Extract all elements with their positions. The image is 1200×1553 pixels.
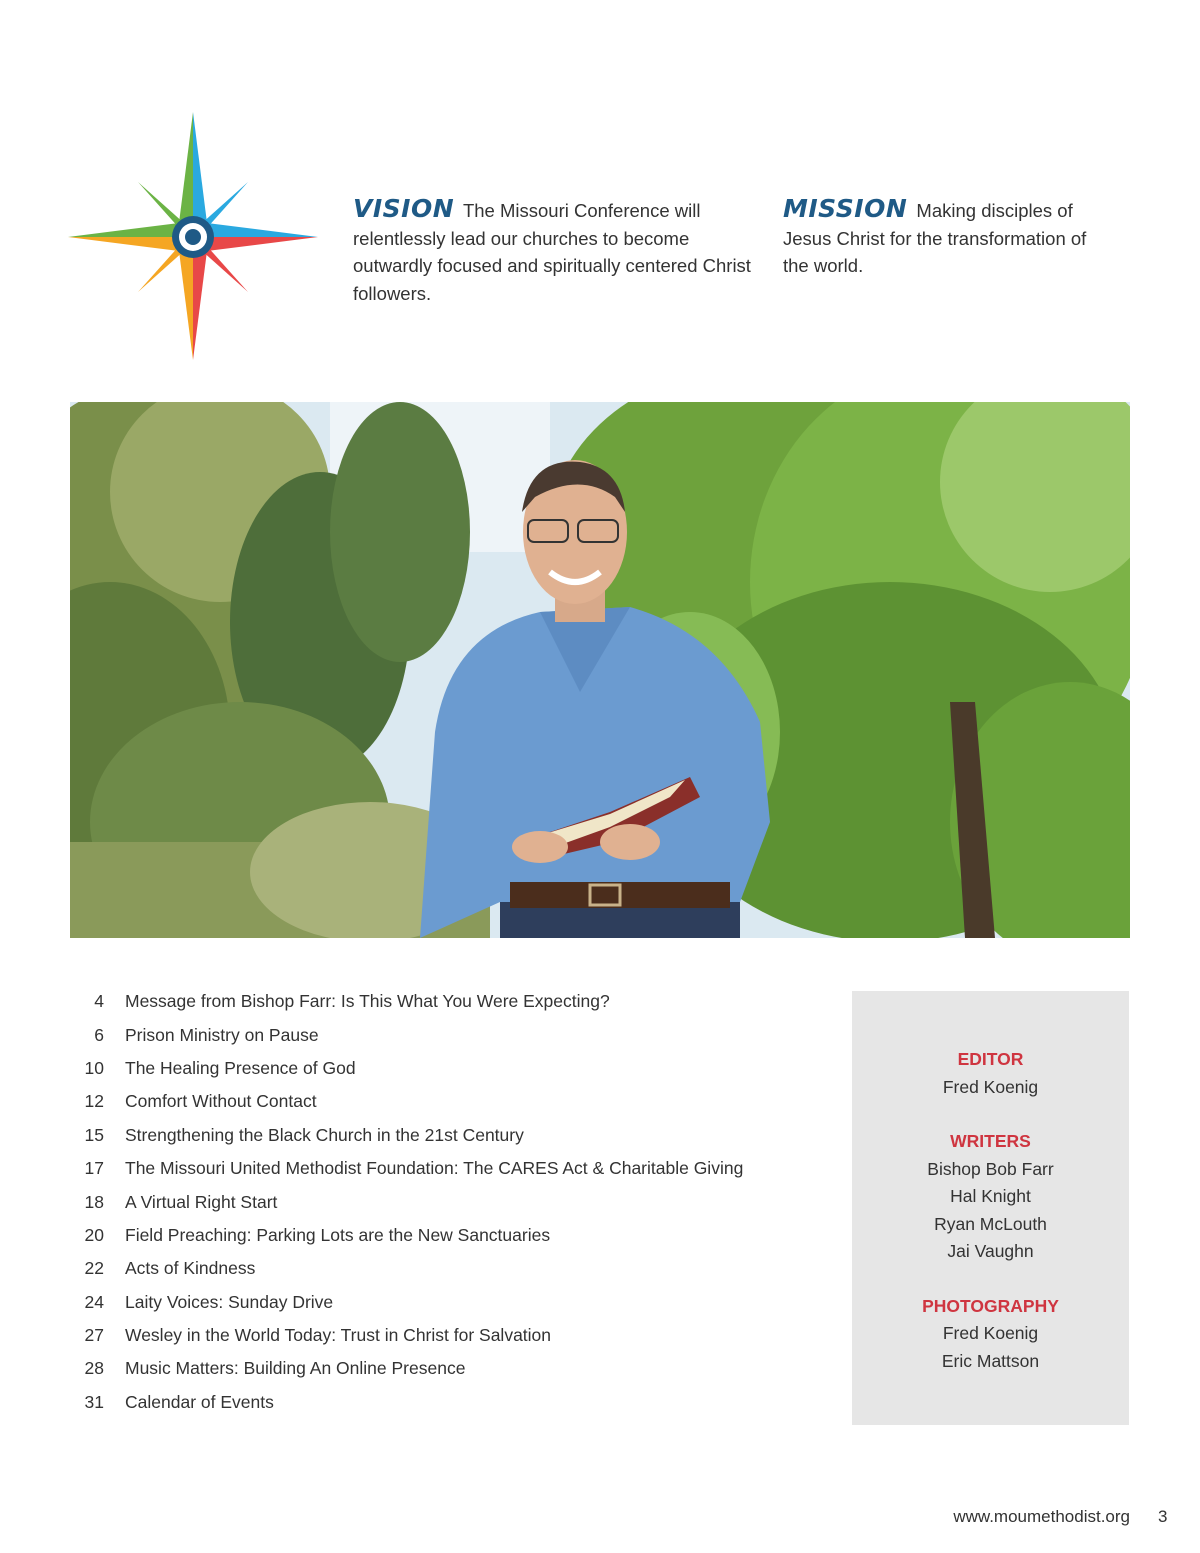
toc-title: Laity Voices: Sunday Drive [125, 1291, 334, 1312]
toc-page-number: 27 [84, 1325, 104, 1346]
toc-title: Comfort Without Contact [125, 1091, 317, 1112]
toc-title: Acts of Kindness [125, 1258, 256, 1279]
editor-label: EDITOR [957, 1049, 1024, 1069]
writer-name: Jai Vaughn [947, 1241, 1034, 1261]
writer-name: Hal Knight [950, 1186, 1031, 1206]
toc-item[interactable] [70, 1052, 790, 1085]
toc-page-number: 15 [84, 1124, 104, 1145]
toc-title: A Virtual Right Start [125, 1191, 278, 1212]
editor-group [852, 1046, 1129, 1101]
toc-page-number: 12 [84, 1091, 104, 1112]
vision-statement [353, 195, 753, 307]
compass-star-icon [68, 112, 318, 362]
toc-item[interactable] [70, 1219, 790, 1252]
mission-keyword: MISSION [783, 194, 908, 223]
toc-page-number: 6 [94, 1024, 104, 1045]
toc-title: Wesley in the World Today: Trust in Christ for Salvation [125, 1325, 552, 1346]
vision-text: The Missouri Conference will relentlessly lead our churches to become outwardly focused and spiritually centered Christ followers. [353, 200, 751, 304]
toc-page-number: 4 [94, 991, 104, 1012]
toc-item[interactable] [70, 1286, 790, 1319]
toc-title: The Missouri United Methodist Foundation: The CARES Act & Charitable Giving [125, 1158, 744, 1179]
toc-title: Message from Bishop Farr: Is This What You Were Expecting? [125, 991, 610, 1012]
toc-item[interactable] [70, 1085, 790, 1118]
toc-title: Strengthening the Black Church in the 21st Century [125, 1124, 524, 1145]
credits-box [852, 991, 1129, 1425]
vision-keyword: VISION [353, 194, 455, 223]
photographer-name: Eric Mattson [941, 1350, 1040, 1371]
toc-page-number: 20 [84, 1224, 104, 1245]
website-url[interactable]: www.moumethodist.org [953, 1507, 1130, 1526]
toc-page-number: 22 [84, 1258, 104, 1279]
toc-page-number: 31 [84, 1391, 104, 1412]
page-number: 3 [1158, 1507, 1168, 1526]
man-holding-bible-photo [70, 402, 1130, 938]
photography-group [852, 1293, 1129, 1376]
editor-name: Fred Koenig [942, 1076, 1039, 1097]
toc-title: Field Preaching: Parking Lots are the New Sanctuaries [125, 1224, 551, 1245]
toc-page-number: 28 [84, 1358, 104, 1379]
photography-label: PHOTOGRAPHY [922, 1295, 1059, 1316]
mission-statement [783, 195, 1103, 280]
toc-item[interactable] [70, 1386, 790, 1419]
toc-item[interactable] [70, 1319, 790, 1352]
writer-name: Bishop Bob Farr [927, 1158, 1054, 1179]
writers-label: WRITERS [950, 1131, 1031, 1151]
mission-text: Making disciples of Jesus Christ for the transformation of the world. [783, 200, 1087, 277]
toc-item[interactable] [70, 985, 790, 1018]
toc-page-number: 17 [84, 1158, 104, 1179]
photographer-name: Fred Koenig [942, 1323, 1039, 1343]
writer-name: Ryan McLouth [934, 1213, 1047, 1234]
toc-item[interactable] [70, 1185, 790, 1218]
toc-page-number: 10 [84, 1057, 104, 1078]
toc-title: The Healing Presence of God [125, 1057, 356, 1078]
writers-group [852, 1128, 1129, 1266]
toc-item[interactable] [70, 1152, 790, 1185]
toc-item[interactable] [70, 1119, 790, 1152]
toc-item[interactable] [70, 1252, 790, 1285]
toc-title: Calendar of Events [125, 1391, 274, 1412]
toc-page-number: 18 [84, 1191, 104, 1212]
toc-page-number: 24 [84, 1291, 104, 1312]
toc-item[interactable] [70, 1352, 790, 1385]
toc-item[interactable] [70, 1018, 790, 1051]
toc-title: Music Matters: Building An Online Presence [125, 1358, 466, 1379]
toc-title: Prison Ministry on Pause [125, 1024, 319, 1045]
table-of-contents [70, 985, 790, 1419]
